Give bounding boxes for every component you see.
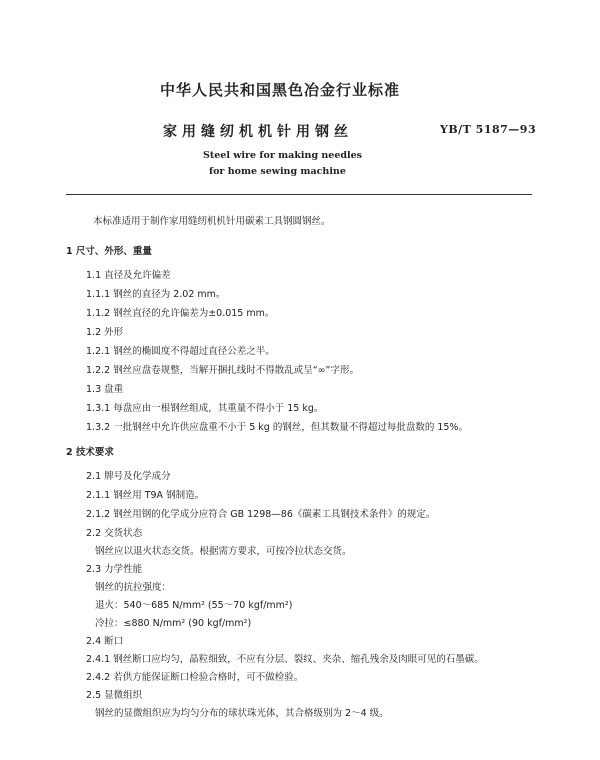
english-title-line1: Steel wire for making needles xyxy=(203,150,363,161)
clause-1-1-1: 1.1.1 钢丝的直径为 2.02 mm。 xyxy=(86,289,226,300)
section-2-heading: 2 技术要求 xyxy=(66,447,114,458)
clause-2-4: 2.4 断口 xyxy=(86,636,124,647)
tensile-colddrawn-value: 冷拉：≤880 N/mm² (90 kgf/mm²) xyxy=(95,618,252,629)
clause-2-2: 2.2 交货状态 xyxy=(86,528,143,539)
header-divider xyxy=(66,194,532,195)
clause-2-3: 2.3 力学性能 xyxy=(86,564,143,575)
standard-code: YB/T 5187—93 xyxy=(440,123,537,136)
clause-1-3: 1.3 盘重 xyxy=(86,384,124,395)
clause-2-4-1: 2.4.1 钢丝断口应均匀，晶粒细致，不应有分层、裂纹、夹杂、缩孔残余及肉眼可见的石墨碳。 xyxy=(86,654,484,665)
clause-2-1-1: 2.1.1 钢丝用 T9A 钢制造。 xyxy=(86,490,205,501)
clause-2-1-2: 2.1.2 钢丝用钢的化学成分应符合 GB 1298—86《碳素工具钢技术条件》的规定。 xyxy=(86,509,436,520)
delivery-condition-text: 钢丝应以退火状态交货。根据需方要求，可按冷拉状态交货。 xyxy=(95,546,352,557)
microstructure-text: 钢丝的显微组织应为均匀分布的球状珠光体，其合格级别为 2～4 级。 xyxy=(95,708,389,719)
clause-1-3-2: 1.3.2 一批钢丝中允许供应盘重不小于 5 kg 的钢丝，但其数量不得超过每批盘数的 15%。 xyxy=(86,422,468,433)
clause-2-1: 2.1 牌号及化学成分 xyxy=(86,471,171,482)
clause-1-1-2: 1.1.2 钢丝直径的允许偏差为±0.015 mm。 xyxy=(86,308,275,319)
clause-1-2-1: 1.2.1 钢丝的椭圆度不得超过直径公差之半。 xyxy=(86,346,275,357)
clause-1-2-2: 1.2.2 钢丝应盘卷规整，当解开捆扎线时不得散乱或呈“∞”字形。 xyxy=(86,365,359,376)
clause-1-2: 1.2 外形 xyxy=(86,327,124,338)
issuing-org-header: 中华人民共和国黑色冶金行业标准 xyxy=(160,81,401,99)
scope-paragraph: 本标准适用于制作家用缝纫机机针用碳素工具钢圆钢丝。 xyxy=(93,216,331,227)
english-title-line2: for home sewing machine xyxy=(209,166,346,177)
tensile-strength-text: 钢丝的抗拉强度： xyxy=(95,582,172,593)
tensile-annealed-value: 退火：540～685 N/mm² (55～70 kgf/mm²) xyxy=(95,600,293,611)
clause-1-3-1: 1.3.1 每盘应由一根钢丝组成，其重量不得小于 15 kg。 xyxy=(86,403,324,414)
clause-2-5: 2.5 显微组织 xyxy=(86,690,143,701)
section-1-heading: 1 尺寸、外形、重量 xyxy=(66,246,152,257)
clause-2-4-2: 2.4.2 若供方能保证断口检验合格时，可不做检验。 xyxy=(86,672,304,683)
standard-title: 家用缝纫机机针用钢丝 xyxy=(163,124,353,140)
clause-1-1: 1.1 直径及允许偏差 xyxy=(86,270,171,281)
